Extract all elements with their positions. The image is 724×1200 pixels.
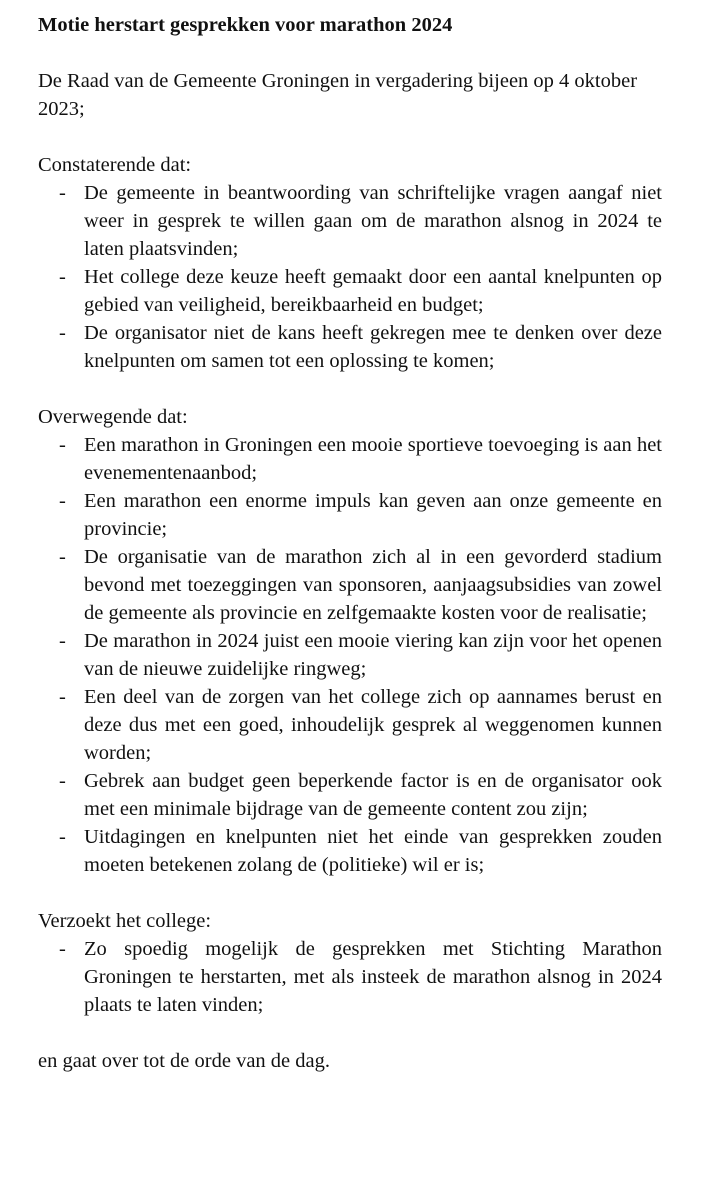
- intro-paragraph: De Raad van de Gemeente Groningen in vergadering bijeen op 4 oktober 2023;: [38, 70, 638, 120]
- dash-bullet-icon: -: [59, 826, 66, 848]
- list-item: [38, 487, 662, 543]
- spacer: [38, 123, 662, 151]
- dash-bullet-icon: -: [59, 266, 66, 288]
- spacer: [38, 375, 662, 403]
- spacer: [38, 39, 662, 67]
- dash-bullet-icon: -: [59, 630, 66, 652]
- list-item: [38, 179, 662, 263]
- sections-container: [38, 151, 662, 1047]
- motion-document: [38, 11, 662, 1075]
- list-item-text: Een deel van de zorgen van het college zich op aannames berust en deze dus met een goed, inhoudelijk gesprek al weggenomen kunnen worden;: [84, 686, 662, 764]
- list-item-text: De marathon in 2024 juist een mooie viering kan zijn voor het openen van de nieuwe zuidelijke ringweg;: [84, 630, 662, 680]
- section-heading: Constaterende dat:: [38, 154, 192, 176]
- list-item-text: De organisatie van de marathon zich al in een gevorderd stadium bevond met toezeggingen van sponsoren, aanjaagsubsidies van zowel de gemeente als provincie en zelfgemaakte kosten voor de realisatie;: [84, 546, 662, 624]
- list-item: [38, 431, 662, 487]
- closing-line: en gaat over tot de orde van de dag.: [38, 1050, 331, 1072]
- list-item: [38, 683, 662, 767]
- list-item-text: De organisator niet de kans heeft gekregen mee te denken over deze knelpunten om samen tot een oplossing te komen;: [84, 322, 662, 372]
- dash-bullet-icon: -: [59, 182, 66, 204]
- dash-bullet-icon: -: [59, 770, 66, 792]
- list-item-text: Gebrek aan budget geen beperkende factor is en de organisator ook met een minimale bijdrage van de gemeente content zou zijn;: [84, 770, 662, 820]
- dash-bullet-icon: -: [59, 686, 66, 708]
- section-heading: Verzoekt het college:: [38, 910, 212, 932]
- dash-bullet-icon: -: [59, 322, 66, 344]
- section-list: [38, 935, 662, 1019]
- spacer: [38, 879, 662, 907]
- section-list: [38, 431, 662, 879]
- section-list: [38, 179, 662, 375]
- list-item: [38, 935, 662, 1019]
- list-item: [38, 543, 662, 627]
- dash-bullet-icon: -: [59, 434, 66, 456]
- list-item-text: Het college deze keuze heeft gemaakt door een aantal knelpunten op gebied van veiligheid, bereikbaarheid en budget;: [84, 266, 662, 316]
- list-item: [38, 627, 662, 683]
- document-title: Motie herstart gesprekken voor marathon 2024: [38, 14, 453, 36]
- list-item-text: Zo spoedig mogelijk de gesprekken met Stichting Marathon Groningen te herstarten, met als insteek de marathon alsnog in 2024 plaats te laten vinden;: [84, 938, 662, 1016]
- dash-bullet-icon: -: [59, 938, 66, 960]
- section-heading: Overwegende dat:: [38, 406, 188, 428]
- dash-bullet-icon: -: [59, 490, 66, 512]
- list-item-text: De gemeente in beantwoording van schriftelijke vragen aangaf niet weer in gesprek te willen gaan om de marathon alsnog in 2024 te laten plaatsvinden;: [84, 182, 662, 260]
- list-item-text: Uitdagingen en knelpunten niet het einde van gesprekken zouden moeten betekenen zolang de (politieke) wil er is;: [84, 826, 662, 876]
- list-item: [38, 767, 662, 823]
- list-item: [38, 823, 662, 879]
- list-item: [38, 319, 662, 375]
- list-item-text: Een marathon in Groningen een mooie sportieve toevoeging is aan het evenementenaanbod;: [84, 434, 662, 484]
- spacer: [38, 1019, 662, 1047]
- list-item: [38, 263, 662, 319]
- list-item-text: Een marathon een enorme impuls kan geven aan onze gemeente en provincie;: [84, 490, 662, 540]
- dash-bullet-icon: -: [59, 546, 66, 568]
